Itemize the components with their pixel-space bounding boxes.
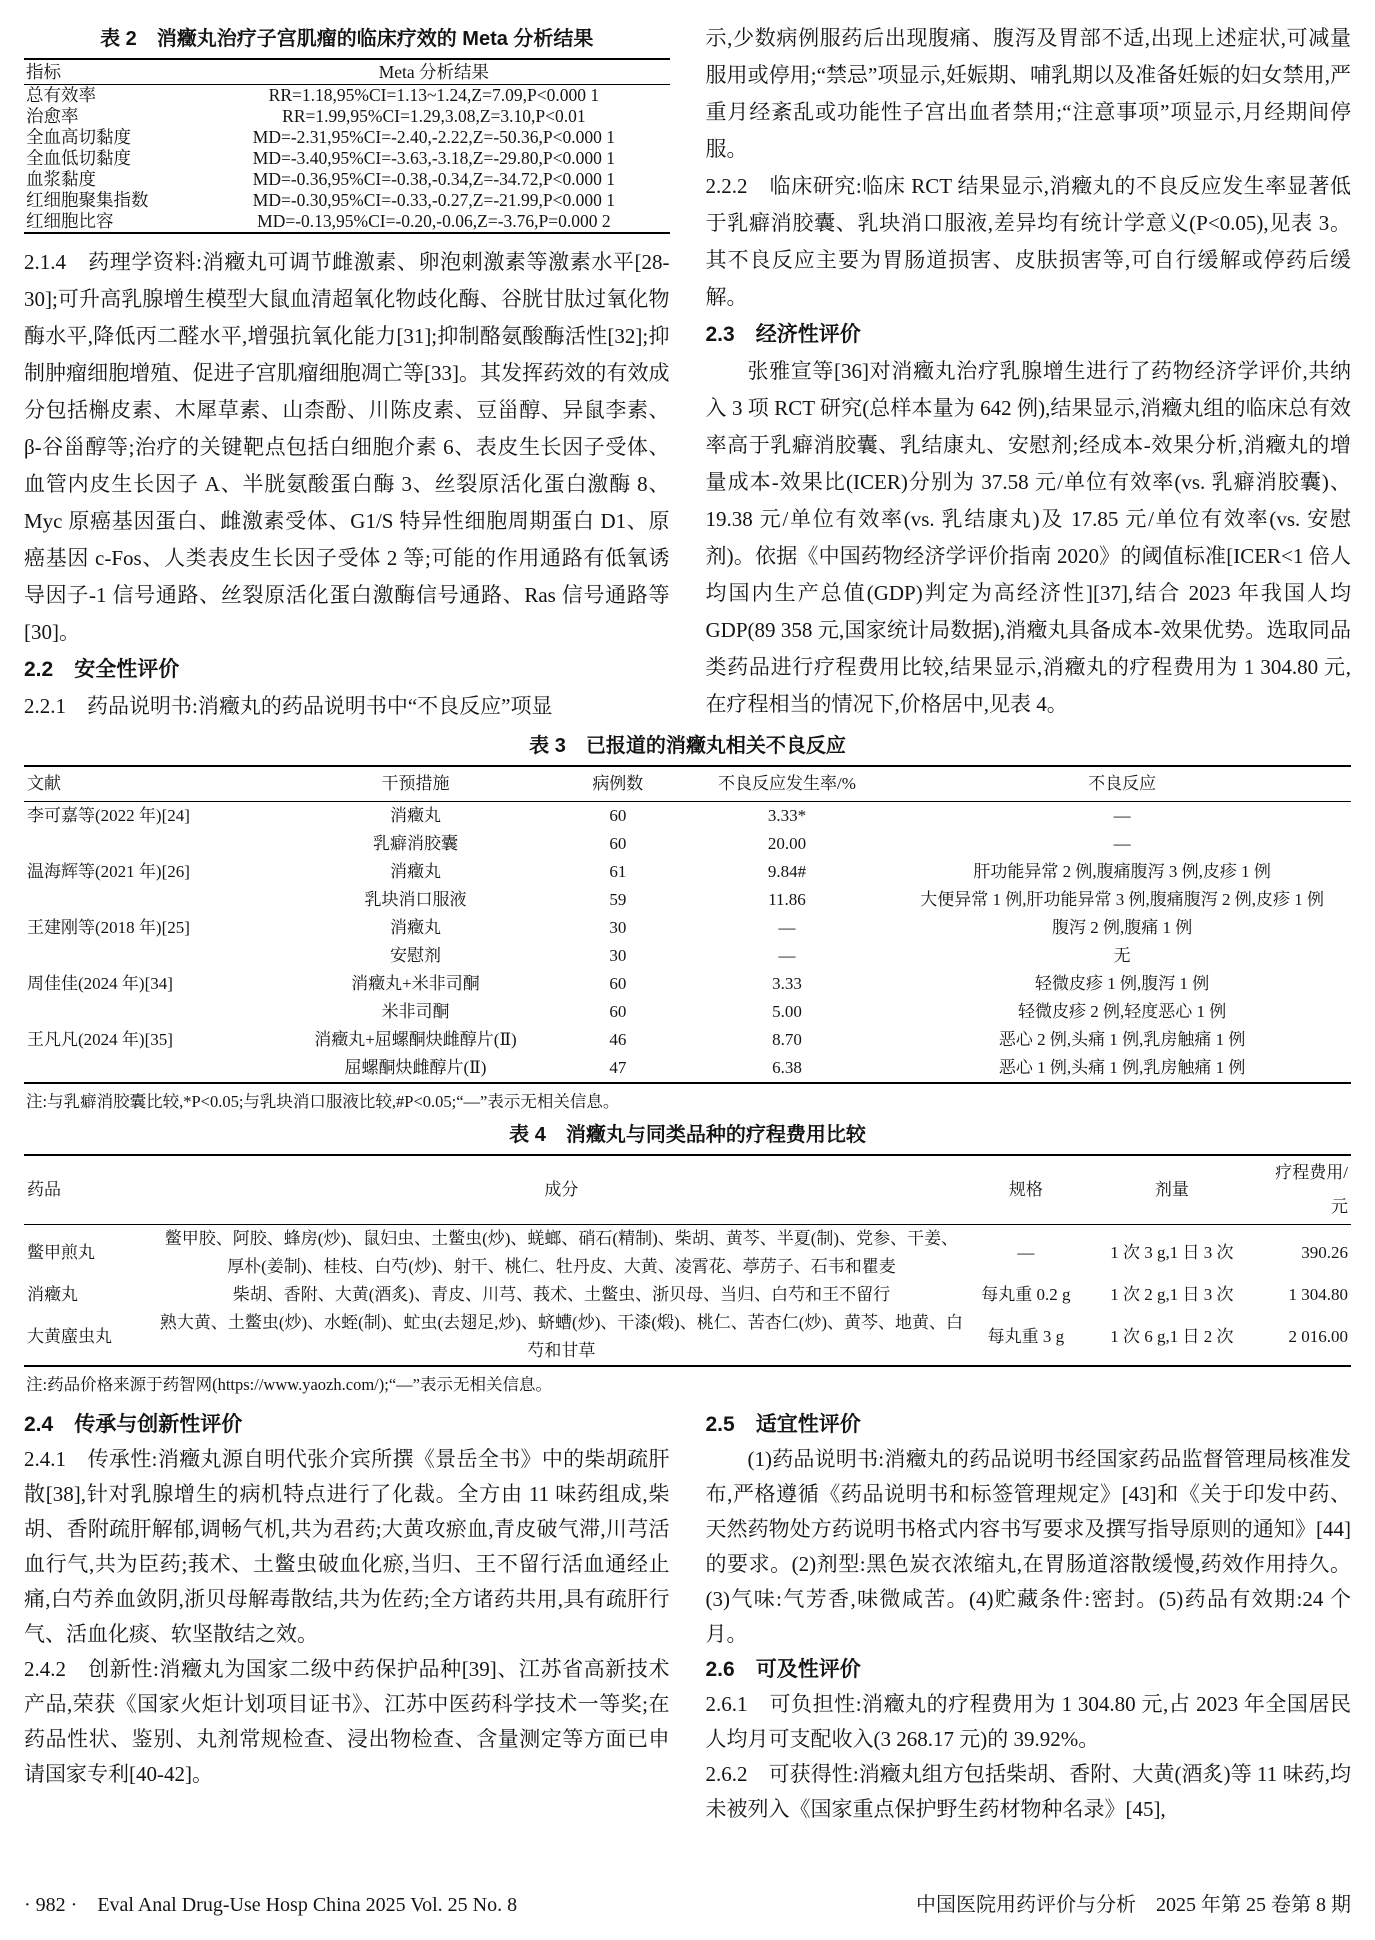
table-cell: 鳖甲胶、阿胶、蜂房(炒)、鼠妇虫、土鳖虫(炒)、蜣螂、硝石(精制)、柴胡、黄芩、半夏(制)、党参、干姜、厚朴(姜制)、桂枝、白芍(炒)、射干、桃仁、牡丹皮、大黄、凌霄花、葶苈子、石韦和瞿麦 bbox=[164, 1229, 959, 1276]
section-2-3-heading: 2.3 经济性评价 bbox=[705, 323, 861, 346]
table-header-row bbox=[24, 766, 1351, 802]
table3-body bbox=[24, 802, 1351, 1084]
table-row bbox=[24, 886, 1351, 914]
section-2-6-heading: 2.6 可及性评价 bbox=[705, 1658, 861, 1681]
section-2-1-4-paragraph: 2.1.4 药理学资料:消癥丸可调节雌激素、卵泡刺激素等激素水平[28-30];可升高乳腺增生模型大鼠血清超氧化物歧化酶、谷胱甘肽过氧化物酶水平,降低丙二醛水平,增强抗氧化能力[31];抑制酪氨酸酶活性[32];抑制肿瘤细胞增殖、促进子宫肌瘤细胞凋亡等[33]。其发挥药效的有效成分包括槲皮素、木犀草素、山柰酚、川陈皮素、豆甾醇、异鼠李素、β-谷甾醇等;治疗的关键靶点包括白细胞介素 6、表皮生长因子受体、血管内皮生长因子 A、半胱氨酸蛋白酶 3、丝裂原活化蛋白激酶 8、Myc 原癌基因蛋白、雌激素受体、G1/S 特异性细胞周期蛋白 D1、原癌基因 c-Fos、人类表皮生长因子受体 2 等;可能的作用通路有低氧诱导因子-1 信号通路、丝裂原活化蛋白激酶信号通路、Ras 信号通路等[30]。 bbox=[24, 250, 670, 644]
table-row bbox=[24, 1309, 1351, 1366]
table-cell: 乳块消口服液 bbox=[364, 890, 467, 909]
table-cell: 无 bbox=[1113, 946, 1131, 965]
table4-block bbox=[24, 1120, 1351, 1397]
table-cell: 6.38 bbox=[681, 1054, 893, 1083]
table-cell: 2 016.00 bbox=[1258, 1309, 1351, 1366]
table-row bbox=[24, 1281, 1351, 1309]
section-2-6-2-paragraph: 2.6.2 可获得性:消癥丸组方包括柴胡、香附、大黄(酒炙)等 11 味药,均未被列入《国家重点保护野生药材物种名录》[45], bbox=[705, 1762, 1351, 1821]
table-row bbox=[24, 998, 1351, 1026]
table-cell: 红细胞比容 bbox=[24, 211, 198, 233]
table4-body bbox=[24, 1225, 1351, 1367]
table-cell: — bbox=[778, 918, 796, 937]
table-cell: RR=1.99,95%CI=1.29,3.08,Z=3.10,P<0.01 bbox=[282, 106, 586, 126]
table-cell: — bbox=[778, 946, 796, 965]
table-cell: 王凡凡(2024 年)[35] bbox=[27, 1030, 173, 1049]
left-column bbox=[24, 20, 670, 725]
footer-left-journal-en: · 982 · Eval Anal Drug-Use Hosp China 2025 Vol. 25 No. 8 bbox=[24, 1894, 518, 1916]
table-cell: MD=-3.40,95%CI=-3.63,-3.18,Z=-29.80,P<0.000 1 bbox=[252, 148, 616, 168]
section-2-2-1-continuation: 示,少数病例服药后出现腹痛、腹泻及胃部不适,出现上述症状,可减量服用或停用;“禁忌”项显示,妊娠期、哺乳期以及准备妊娠的妇女禁用,严重月经紊乱或功能性子宫出血者禁用;“注意事项”项显示,月经期间停服。 bbox=[705, 26, 1351, 161]
table3-note: 注:与乳癖消胶囊比较,*P<0.05;与乳块消口服液比较,#P<0.05;“—”表示无相关信息。 bbox=[26, 1092, 620, 1111]
table-cell: 腹泻 2 例,腹痛 1 例 bbox=[1051, 918, 1193, 937]
table-cell: — bbox=[1113, 834, 1131, 853]
table-cell: 9.84# bbox=[767, 862, 807, 881]
table-row bbox=[24, 85, 670, 107]
page-footer bbox=[24, 1892, 1351, 1918]
table-row bbox=[24, 858, 1351, 886]
table-cell: 王建刚等(2018 年)[25] bbox=[27, 918, 190, 937]
section-2-2-heading: 2.2 安全性评价 bbox=[24, 658, 180, 681]
section-2-6-1-paragraph: 2.6.1 可负担性:消癥丸的疗程费用为 1 304.80 元,占 2023 年全国居民人均月可支配收入(3 268.17 元)的 39.92%。 bbox=[705, 1692, 1351, 1751]
table-header-row bbox=[24, 59, 670, 85]
table-cell: 消癥丸+米非司酮 bbox=[351, 974, 480, 993]
table4-cost-comparison bbox=[24, 1154, 1351, 1367]
table-cell: 大便异常 1 例,肝功能异常 3 例,腹痛腹泻 2 例,皮疹 1 例 bbox=[920, 890, 1324, 909]
section-2-5-paragraph: (1)药品说明书:消癥丸的药品说明书经国家药品监督管理局核准发布,严格遵循《药品说明书和标签管理规定》[43]和《关于印发中药、天然药物处方药说明书格式内容书写要求及撰写指导原则的通知》[44]的要求。(2)剂型:黑色炭衣浓缩丸,在胃肠道溶散缓慢,药效作用持久。(3)气味:气芳香,味微咸苦。(4)贮藏条件:密封。(5)药品有效期:24 个月。 bbox=[705, 1447, 1351, 1646]
table-cell bbox=[24, 998, 276, 1026]
table-header-cell: 干预措施 bbox=[276, 766, 555, 802]
table-cell: 60 bbox=[609, 806, 627, 825]
table-row bbox=[24, 148, 670, 169]
table3-header bbox=[24, 766, 1351, 802]
table-cell: MD=-0.36,95%CI=-0.38,-0.34,Z=-34.72,P<0.000 1 bbox=[252, 169, 616, 189]
section-2-4-heading: 2.4 传承与创新性评价 bbox=[24, 1413, 243, 1436]
table-header-cell: 剂量 bbox=[1086, 1155, 1259, 1225]
table-header-cell: 疗程费用/元 bbox=[1258, 1155, 1351, 1225]
table3-title: 表 3 已报道的消癥丸相关不良反应 bbox=[529, 735, 846, 757]
table-cell: 总有效率 bbox=[26, 85, 96, 105]
table2-title: 表 2 消癥丸治疗子宫肌瘤的临床疗效的 Meta 分析结果 bbox=[100, 28, 594, 50]
table-cell: 消癥丸 bbox=[389, 918, 441, 937]
table2-meta-analysis bbox=[24, 58, 670, 234]
table-cell: — bbox=[1017, 1243, 1035, 1262]
table-cell: RR=1.18,95%CI=1.13~1.24,Z=7.09,P<0.000 1 bbox=[268, 85, 600, 105]
right-column bbox=[706, 20, 1352, 725]
table-cell: 3.33* bbox=[767, 806, 807, 825]
table-cell: 每丸重 0.2 g bbox=[981, 1285, 1071, 1304]
table3-block bbox=[24, 731, 1351, 1114]
table-cell: 每丸重 3 g bbox=[966, 1309, 1085, 1366]
table-cell: 熟大黄、土鳖虫(炒)、水蛭(制)、虻虫(去翅足,炒)、蛴螬(炒)、干漆(煅)、桃仁、苦杏仁(炒)、黄芩、地黄、白芍和甘草 bbox=[157, 1309, 966, 1366]
table-row bbox=[24, 127, 670, 148]
table-cell: 60 bbox=[609, 974, 627, 993]
table-cell: 46 bbox=[609, 1030, 627, 1049]
table-row bbox=[24, 169, 670, 190]
table4-title: 表 4 消癥丸与同类品种的疗程费用比较 bbox=[509, 1124, 866, 1146]
table-cell: 30 bbox=[609, 946, 627, 965]
table-cell: 1 次 2 g,1 日 3 次 bbox=[1110, 1285, 1234, 1304]
section-2-2-1-paragraph: 2.2.1 药品说明书:消癥丸的药品说明书中“不良反应”项显 bbox=[24, 694, 553, 718]
table-cell: 61 bbox=[609, 862, 627, 881]
table-cell: 全血高切黏度 bbox=[26, 127, 131, 147]
table-cell: 鳖甲煎丸 bbox=[27, 1243, 95, 1262]
table-cell: 59 bbox=[609, 890, 627, 909]
table-cell: 大黄䗪虫丸 bbox=[24, 1309, 157, 1366]
table-cell: 60 bbox=[609, 834, 627, 853]
section-2-5-heading: 2.5 适宜性评价 bbox=[705, 1413, 861, 1436]
table-cell: 1 次 3 g,1 日 3 次 bbox=[1110, 1243, 1234, 1262]
table-header-cell: 不良反应 bbox=[893, 766, 1351, 802]
table-row bbox=[24, 1225, 1351, 1282]
table-cell: 消癥丸 bbox=[27, 1285, 78, 1304]
table-header-cell: 文献 bbox=[24, 766, 276, 802]
table-cell: 1 304.80 bbox=[1288, 1285, 1348, 1304]
table-cell: 红细胞聚集指数 bbox=[26, 190, 149, 210]
table-row bbox=[24, 211, 670, 233]
table-cell: 安慰剂 bbox=[389, 946, 441, 965]
table-cell: 恶心 1 例,头痛 1 例,乳房触痛 1 例 bbox=[893, 1054, 1351, 1083]
section-2-3-paragraph: 张雅宣等[36]对消癥丸治疗乳腺增生进行了药物经济学评价,共纳入 3 项 RCT 研究(总样本量为 642 例),结果显示,消癥丸组的临床总有效率高于乳癖消胶囊、乳结康丸、安慰剂;经成本-效果分析,消癥丸的增量成本-效果比(ICER)分别为 37.58 元/单位有效率(vs. 乳癖消胶囊)、19.38 元/单位有效率(vs. 乳结康丸)及 17.85 元/单位有效率(vs. 安慰剂)。依据《中国药物经济学评价指南 2020》的阈值标准[ICER<1 倍人均国内生产总值(GDP)判定为高经济性][37],结合 2023 年我国人均 GDP(89 358 元,国家统计局数据),消癥丸具备成本-效果优势。选取同品类药品进行疗程费用比较,结果显示,消癥丸的疗程费用为 1 304.80 元,在疗程相当的情况下,价格居中,见表 4。 bbox=[705, 359, 1351, 716]
table-cell bbox=[24, 1054, 276, 1083]
table-cell: 全血低切黏度 bbox=[26, 148, 131, 168]
table-row bbox=[24, 830, 1351, 858]
section-2-4-2-paragraph: 2.4.2 创新性:消癥丸为国家二级中药保护品种[39]、江苏省高新技术产品,荣获《国家火炬计划项目证书》、江苏中医药科学技术一等奖;在药品性状、鉴别、丸剂常规检查、浸出物检查、含量测定等方面已申请国家专利[40-42]。 bbox=[24, 1657, 670, 1786]
table-row bbox=[24, 942, 1351, 970]
table-cell: 恶心 2 例,头痛 1 例,乳房触痛 1 例 bbox=[998, 1030, 1246, 1049]
table-cell bbox=[24, 886, 276, 914]
table-cell: 屈螺酮炔雌醇片(Ⅱ) bbox=[276, 1054, 555, 1083]
table-header-cell: Meta 分析结果 bbox=[198, 59, 669, 85]
table-cell: 390.26 bbox=[1301, 1243, 1348, 1262]
table-row bbox=[24, 1026, 1351, 1054]
table-cell: 60 bbox=[609, 1002, 627, 1021]
table-cell: 肝功能异常 2 例,腹痛腹泻 3 例,皮疹 1 例 bbox=[973, 862, 1271, 881]
table-row bbox=[24, 914, 1351, 942]
table-cell: 消癥丸 bbox=[389, 862, 441, 881]
table3-adverse-reactions bbox=[24, 765, 1351, 1084]
table-cell: 11.86 bbox=[768, 890, 806, 909]
table-header-cell: 成分 bbox=[157, 1155, 966, 1225]
bottom-columns bbox=[24, 1407, 1351, 1827]
table-row bbox=[24, 106, 670, 127]
section-2-2-2-paragraph: 2.2.2 临床研究:临床 RCT 结果显示,消癥丸的不良反应发生率显著低于乳癖消胶囊、乳块消口服液,差异均有统计学意义(P<0.05),见表 3。其不良反应主要为胃肠道损害、皮肤损害等,可自行缓解或停药后缓解。 bbox=[705, 174, 1351, 309]
table-cell: 轻微皮疹 2 例,轻度恶心 1 例 bbox=[1017, 1002, 1227, 1021]
table4-note: 注:药品价格来源于药智网(https://www.yaozh.com/);“—”表示无相关信息。 bbox=[26, 1375, 552, 1394]
section-2-4-1-paragraph: 2.4.1 传承性:消癥丸源自明代张介宾所撰《景岳全书》中的柴胡疏肝散[38],针对乳腺增生的病机特点进行了化裁。全方由 11 味药组成,柴胡、香附疏肝解郁,调畅气机,共为君药;大黄攻瘀血,青皮破气滞,川芎活血行气,共为臣药;莪术、土鳖虫破血化瘀,当归、王不留行活血通经止痛,白芍养血敛阴,浙贝母解毒散结,共为佐药;全方诸药共用,具有疏肝行气、活血化痰、软坚散结之效。 bbox=[24, 1447, 670, 1646]
bottom-right-column bbox=[706, 1407, 1352, 1827]
table-header-cell: 病例数 bbox=[555, 766, 681, 802]
table-cell: 治愈率 bbox=[26, 106, 79, 126]
table-header-row bbox=[24, 1155, 1351, 1225]
table-cell: MD=-2.31,95%CI=-2.40,-2.22,Z=-50.36,P<0.000 1 bbox=[252, 127, 616, 147]
bottom-left-column bbox=[24, 1407, 670, 1827]
table-cell: 温海辉等(2021 年)[26] bbox=[27, 862, 190, 881]
table-cell: 李可嘉等(2022 年)[24] bbox=[27, 806, 190, 825]
table-row bbox=[24, 970, 1351, 998]
table-cell: 1 次 6 g,1 日 2 次 bbox=[1086, 1309, 1259, 1366]
table-header-cell: 药品 bbox=[24, 1155, 157, 1225]
table-cell bbox=[24, 942, 276, 970]
table-cell: MD=-0.13,95%CI=-0.20,-0.06,Z=-3.76,P=0.000 2 bbox=[198, 211, 669, 233]
table-cell: 20.00 bbox=[767, 834, 807, 853]
table-cell: 30 bbox=[609, 918, 627, 937]
table2-header bbox=[24, 59, 670, 85]
table-cell: — bbox=[1113, 806, 1131, 825]
table4-header bbox=[24, 1155, 1351, 1225]
table-cell: 3.33 bbox=[772, 974, 802, 993]
table-cell: 乳癖消胶囊 bbox=[372, 834, 458, 853]
table-cell: MD=-0.30,95%CI=-0.33,-0.27,Z=-21.99,P<0.000 1 bbox=[252, 190, 616, 210]
table-cell: 消癥丸+屈螺酮炔雌醇片(Ⅱ) bbox=[314, 1030, 517, 1049]
footer-right-journal-cn: 中国医院用药评价与分析 2025 年第 25 卷第 8 期 bbox=[916, 1894, 1351, 1916]
table-cell: 8.70 bbox=[772, 1030, 802, 1049]
table-row bbox=[24, 802, 1351, 831]
table-cell: 柴胡、香附、大黄(酒炙)、青皮、川芎、莪术、土鳖虫、浙贝母、当归、白芍和王不留行 bbox=[232, 1285, 891, 1304]
top-columns bbox=[24, 20, 1351, 725]
table-cell bbox=[24, 830, 276, 858]
table-header-cell: 指标 bbox=[24, 59, 198, 85]
table-cell: 消癥丸 bbox=[389, 806, 441, 825]
table-row bbox=[24, 1054, 1351, 1083]
table-cell: 轻微皮疹 1 例,腹泻 1 例 bbox=[1034, 974, 1210, 993]
table-cell: 47 bbox=[555, 1054, 681, 1083]
table-cell: 5.00 bbox=[772, 1002, 802, 1021]
table2-body bbox=[24, 85, 670, 234]
table-cell: 血浆黏度 bbox=[26, 169, 96, 189]
table-cell: 周佳佳(2024 年)[34] bbox=[27, 974, 173, 993]
table-header-cell: 不良反应发生率/% bbox=[681, 766, 893, 802]
table-row bbox=[24, 190, 670, 211]
table-cell: 米非司酮 bbox=[381, 1002, 450, 1021]
table-header-cell: 规格 bbox=[966, 1155, 1085, 1225]
